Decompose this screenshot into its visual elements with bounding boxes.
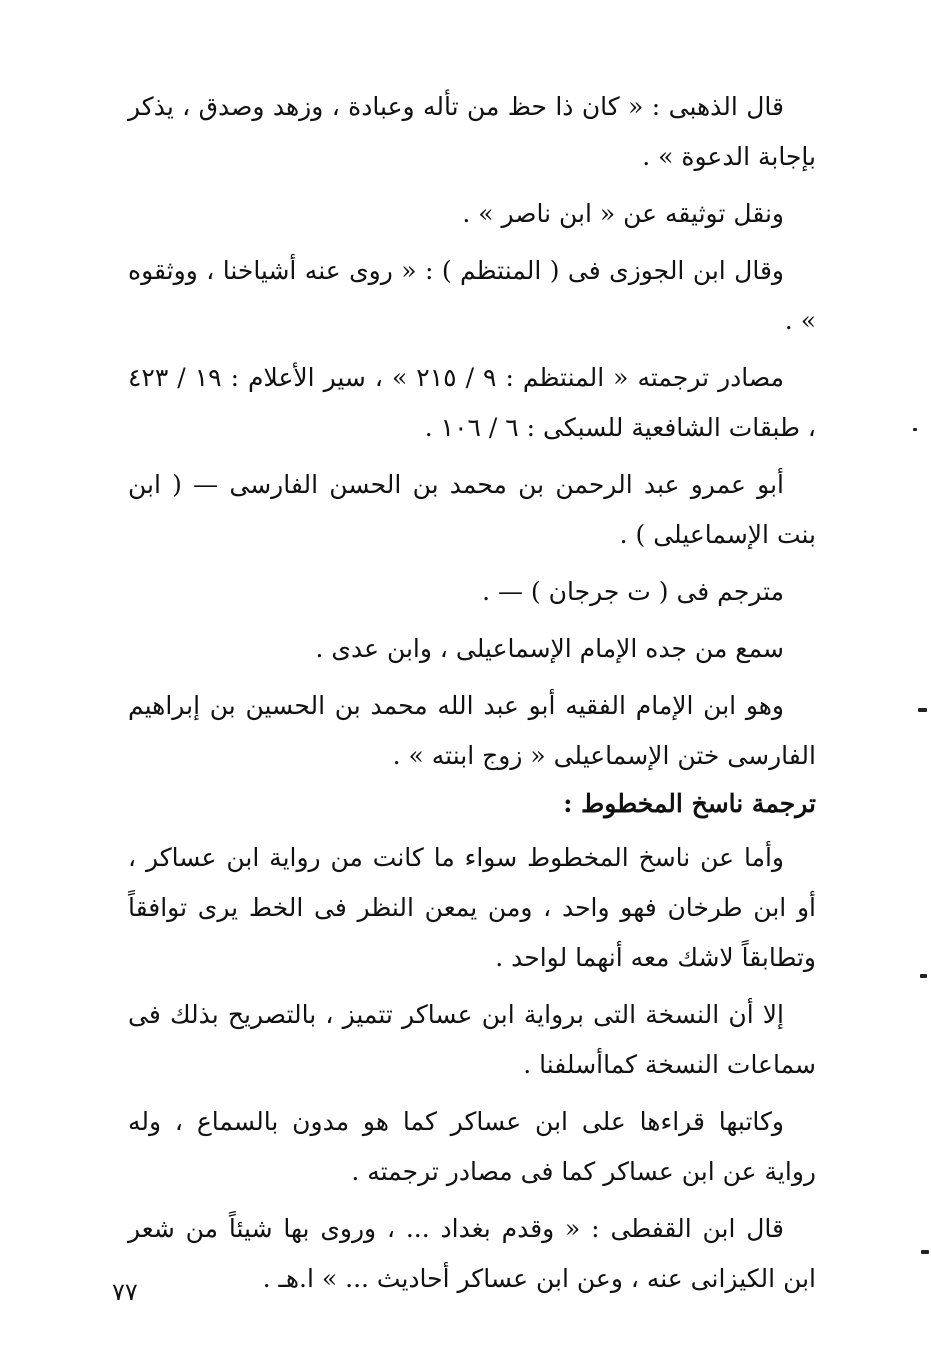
paragraph-text: إلا أن النسخة التى برواية ابن عساكر تتميز ، بالتصريح بذلك فى سماعات النسخة كماأسلفنا . bbox=[128, 1000, 816, 1079]
paragraph-qifti-quote bbox=[128, 1204, 816, 1304]
paragraph-text: وهو ابن الإمام الفقيه أبو عبد الله محمد بن الحسين بن إبراهيم الفارسى ختن الإسماعيلى « زوج ابنته » . bbox=[128, 691, 816, 770]
section-heading: ترجمة ناسخ المخطوط : bbox=[563, 789, 816, 818]
paragraph-sources bbox=[128, 353, 816, 453]
paragraph-dhahabi-quote bbox=[128, 82, 816, 182]
document-page bbox=[128, 82, 816, 1311]
paragraph-text: وكاتبها قراءها على ابن عساكر كما هو مدون بالسماع ، وله رواية عن ابن عساكر كما فى مصادر ترجمته . bbox=[128, 1107, 816, 1186]
paragraph-son-of-imam bbox=[128, 681, 816, 781]
paragraph-ibn-nasir bbox=[128, 189, 816, 239]
paragraph-text: قال الذهبى : « كان ذا حظ من تأله وعبادة ، وزهد وصدق ، يذكر بإجابة الدعوة » . bbox=[128, 92, 816, 171]
paragraph-text: وقال ابن الجوزى فى ( المنتظم ) : « روى عنه أشياخنا ، ووثقوه » . bbox=[128, 256, 816, 335]
paragraph-text: وأما عن ناسخ المخطوط سواء ما كانت من رواية ابن عساكر ، أو ابن طرخان فهو واحد ، ومن يمعن النظر فى الخط يرى توافقاً وتطابقاً لاشك معه أنهما لواحد . bbox=[128, 843, 816, 972]
paragraph-ibn-asakir-copy bbox=[128, 990, 816, 1090]
scan-speck bbox=[918, 708, 927, 712]
paragraph-heard-from bbox=[128, 624, 816, 674]
paragraph-abu-amr bbox=[128, 460, 816, 560]
scan-speck bbox=[920, 974, 927, 978]
scan-speck bbox=[913, 428, 917, 431]
paragraph-copyist bbox=[128, 833, 816, 983]
paragraph-text: أبو عمرو عبد الرحمن بن محمد بن الحسن الفارسى — ( ابن بنت الإسماعيلى ) . bbox=[128, 470, 816, 549]
paragraph-text: ونقل توثيقه عن « ابن ناصر » . bbox=[462, 199, 784, 228]
paragraph-text: مصادر ترجمته « المنتظم : ٩ / ٢١٥ » ، سير الأعلام : ١٩ / ٤٢٣ ، طبقات الشافعية للسبكى : ٦ / ١٠٦ . bbox=[128, 363, 816, 442]
paragraph-text: قال ابن القفطى : « وقدم بغداد ... ، وروى بها شيئاً من شعر ابن الكيزانى عنه ، وعن ابن عساكر أحاديث ... » ا.هـ . bbox=[128, 1214, 816, 1293]
page-number: ٧٧ bbox=[112, 1278, 138, 1306]
paragraph-jurjan bbox=[128, 567, 816, 617]
paragraph-text: مترجم فى ( ت جرجان ) — . bbox=[482, 577, 784, 606]
paragraph-scribe-reading bbox=[128, 1097, 816, 1197]
paragraph-text: سمع من جده الإمام الإسماعيلى ، وابن عدى . bbox=[315, 634, 784, 663]
scan-speck bbox=[921, 1250, 929, 1254]
paragraph-ibn-jawzi bbox=[128, 246, 816, 346]
